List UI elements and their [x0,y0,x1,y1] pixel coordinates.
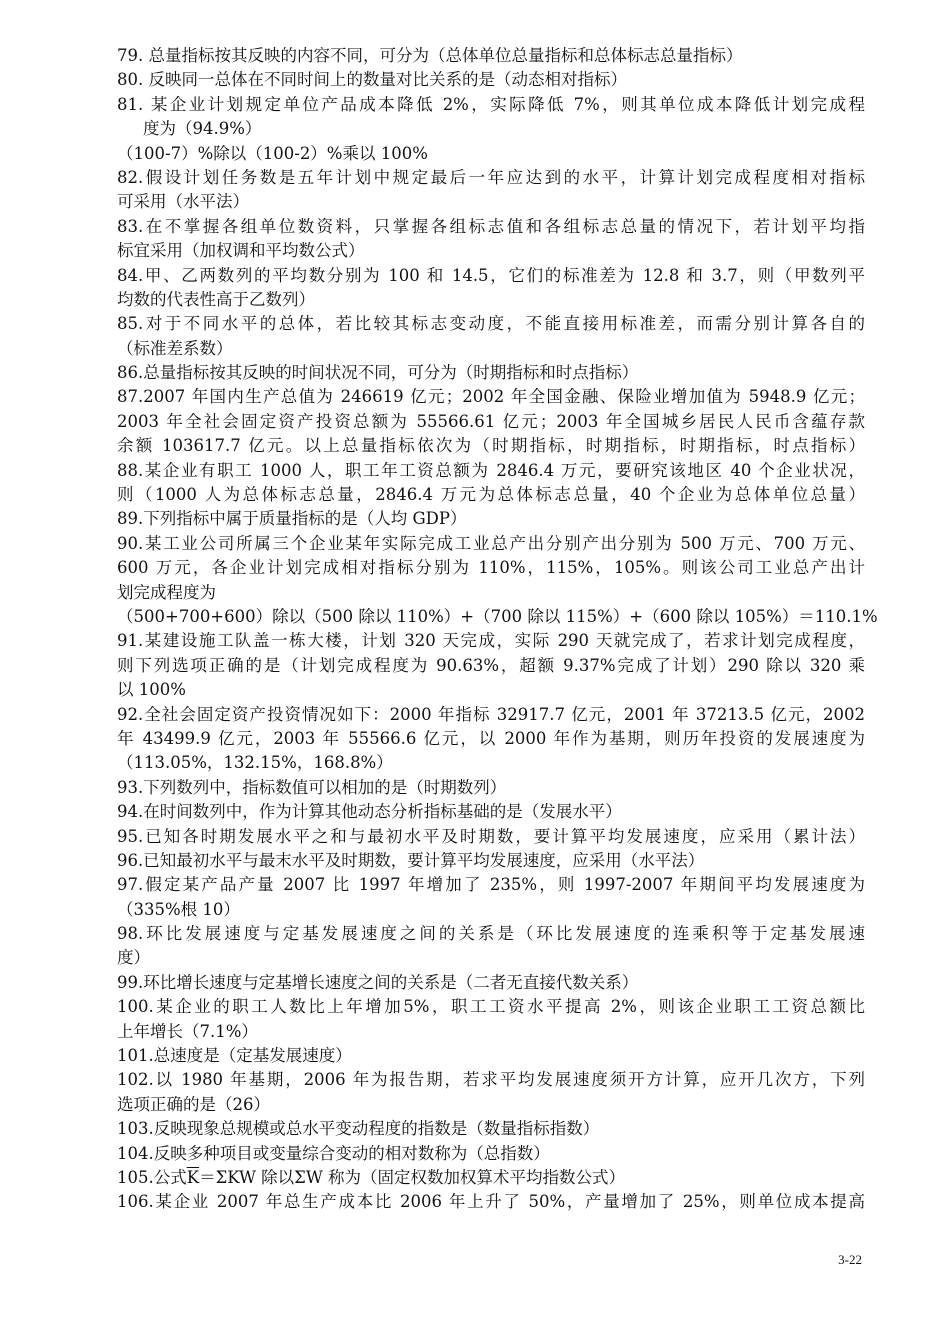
text-line: 选项正确的是（26） [117,1094,270,1114]
text-line: 98.环比发展速度与定基发展速度之间的关系是（环比发展速度的连乘积等于定基发展速 [117,924,865,944]
formula-prefix: 105.公式 [117,1167,187,1187]
text-line: 100.某企业的职工人数比上年增加5%，职工工资水平提高 2%，则该企业职工工资总额比 [117,997,865,1017]
text-line: （335%根 10） [117,899,240,919]
text-line: 83.在不掌握各组单位数资料，只掌握各组标志值和各组标志总量的情况下，若计划平均指 [117,216,865,236]
text-line: 102.以 1980 年基期，2006 年为报告期，若求平均发展速度须开方计算，应开几次方，下列 [117,1070,865,1090]
text-line: 87.2007 年国内生产总值为 246619 亿元；2002 年全国金融、保险业增加值为 5948.9 亿元； [117,387,865,407]
text-line: 则下列选项正确的是（计划完成程度为 90.63%，超额 9.37%完成了计划）290 除以 320 乘 [117,655,865,675]
text-line: 88.某企业有职工 1000 人，职工年工资总额为 2846.4 万元，要研究该地区 40 个企业状况， [117,460,865,480]
text-line: 85.对于不同水平的总体，若比较其标志变动度，不能直接用标准差，而需分别计算各自的 [117,314,865,334]
text-line: 91.某建设施工队盖一栋大楼，计划 320 天完成，实际 290 天就完成了，若求计划完成程度， [117,631,865,651]
text-line: 95.已知各时期发展水平之和与最初水平及时期数，要计算平均发展速度，应采用（累计法） [117,826,865,846]
text-line: 90.某工业公司所属三个企业某年实际完成工业总产出分别产出分别为 500 万元、700 万元、 [117,533,865,553]
text-line: 103.反映现象总规模或总水平变动程度的指数是（数量指标指数） [117,1119,600,1139]
text-line: 106.某企业 2007 年总生产成本比 2006 年上升了 50%，产量增加了 25%，则单位成本提高 [117,1192,865,1212]
text-line: 80. 反映同一总体在不同时间上的数量对比关系的是（动态相对指标） [117,70,627,90]
text-line: 104.反映多种项目或变量综合变动的相对数称为（总指数） [117,1143,550,1163]
text-line: 度为（94.9%） [143,119,262,139]
overlined-k-symbol: $\overline{K}$ [186,1167,200,1187]
text-line: 度） [117,948,150,968]
text-line: 均数的代表性高于乙数列） [117,289,315,309]
document-body [117,44,878,1215]
formula-suffix: ＝ΣKW 除以ΣW 称为（固定权数加权算术平均指数公式） [199,1167,626,1187]
text-line: 年 43499.9 亿元，2003 年 55566.6 亿元，以 2000 年作为基期，则历年投资的发展速度为 [117,728,865,748]
page-number: 3-22 [838,1252,862,1267]
text-line: （113.05%，132.15%，168.8%） [117,753,393,773]
text-line: 82.假设计划任务数是五年计划中规定最后一年应达到的水平，计算计划完成程度相对指标 [117,167,865,187]
text-line: （标准差系数） [117,338,233,358]
text-line: 划完成程度为 [117,582,216,602]
text-line: 94.在时间数列中，作为计算其他动态分析指标基础的是（发展水平） [117,802,622,822]
text-line: 2003 年全社会固定资产投资总额为 55566.61 亿元；2003 年全国城乡居民人民币含蕴存款 [117,411,865,431]
formula-line [117,1166,865,1190]
text-line: （100-7）%除以（100-2）%乘以 100% [117,143,428,163]
text-line: 81. 某企业计划规定单位产品成本降低 2%，实际降低 7%，则其单位成本降低计划完成程 [117,94,865,114]
text-line: 可采用（水平法） [117,192,249,212]
text-line: 标宜采用（加权调和平均数公式） [117,241,365,261]
text-line: 则（1000 人为总体标志总量，2846.4 万元为总体标志总量，40 个企业为总体单位总量） [117,485,865,505]
text-line: 以 100% [117,680,186,700]
text-line: 86.总量指标按其反映的时间状况不同，可分为（时期指标和时点指标） [117,363,639,383]
text-line: 上年增长（7.1%） [117,1021,258,1041]
text-line: （500+700+600）除以（500 除以 110%）+（700 除以 115%）+（600 除以 105%）＝110.1% [117,606,878,626]
text-line: 93.下列数列中，指标数值可以相加的是（时期数列） [117,777,507,797]
text-line: 101.总速度是（定基发展速度） [117,1046,352,1066]
text-line: 84.甲、乙两数列的平均数分别为 100 和 14.5，它们的标准差为 12.8 和 3.7，则（甲数列平 [117,265,865,285]
text-line: 600 万元，各企业计划完成相对指标分别为 110%，115%，105%。则该公司工业总产出计 [117,558,865,578]
text-line: 余额 103617.7 亿元。以上总量指标依次为（时期指标，时期指标，时期指标，时点指标） [117,436,865,456]
text-line: 92.全社会固定资产投资情况如下：2000 年指标 32917.7 亿元，2001 年 37213.5 亿元，2002 [117,704,865,724]
text-line: 99.环比增长速度与定基增长速度之间的关系是（二者无直接代数关系） [117,972,639,992]
text-line: 89.下列指标中属于质量指标的是（人均 GDP） [117,509,467,529]
text-line: 96.已知最初水平与最末水平及时期数，要计算平均发展速度，应采用（水平法） [117,850,705,870]
text-line: 79. 总量指标按其反映的内容不同，可分为（总体单位总量指标和总体标志总量指标） [117,46,743,65]
text-line: 97.假定某产品产量 2007 比 1997 年增加了 235%，则 1997-2007 年期间平均发展速度为 [117,875,865,895]
